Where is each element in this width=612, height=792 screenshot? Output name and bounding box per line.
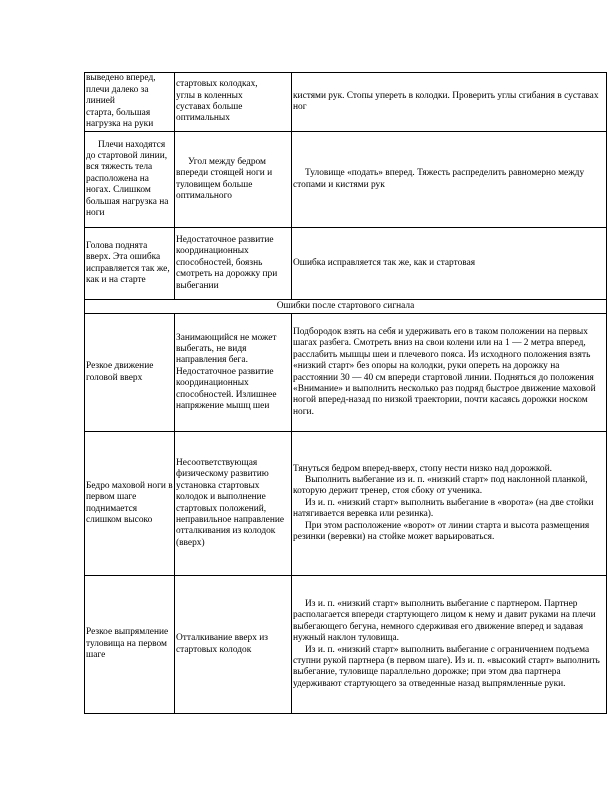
fix-cell [292, 432, 607, 576]
cause-line: линией [86, 96, 115, 107]
cause-text: Бедро маховой ноги в первом шаге поднимается слишком высоко [86, 480, 173, 525]
section-header: Ошибки после стартового сигнала [85, 300, 607, 314]
fix-cell [292, 228, 607, 300]
reason-text: Занимающийся не может выбегать, не видя направления бега. Недостаточное развитие координационных способностей. Излишнее напряжение мышц шеи [176, 332, 277, 412]
cause-line: старта, большая [86, 107, 151, 118]
table-row [85, 432, 607, 576]
fix-text: Подбородок взять на себя и удерживать его в таком положении на первых шагах разбега. Смотреть вниз на свои колени или на 1 — 2 метра вперед, расслабить мышцы шеи и плечевого пояса. Из исходного положения взять «низкий старт» без опоры на колодки, руки опереть на дорожку на расстоянии 30 — 40 см впереди стартовой линии. Подняться до положения «Внимание» и выполнить несколько раз подряд быстрое движение маховой ногой вперед-назад по низкой траектории, почти касаясь дорожки носком ноги. [293, 326, 596, 417]
cause-cell [85, 228, 175, 300]
fix-paragraph: При этом расположение «ворот» от линии старта и высота размещения резинки (веревки) на стойке может варьироваться. [293, 520, 590, 543]
fix-cell [292, 132, 607, 228]
fix-paragraph: Тянуться бедром вперед-вверх, стопу нести низко над дорожкой. [293, 463, 552, 474]
table-row [85, 576, 607, 714]
fix-text: Туловище «подать» вперед. Тяжесть распределить равномерно между стопами и кистями рук [293, 168, 585, 190]
reason-text: Недостаточное развитие координационных способностей, боязнь смотреть на дорожку при выбегании [176, 234, 278, 291]
reason-cell [175, 576, 292, 714]
cause-text: Резкое движение головой вверх [86, 361, 154, 383]
cause-line: выведено вперед, [86, 73, 156, 84]
fix-paragraph: Из и. п. «низкий старт» выполнить выбегание в «ворота» (на две стойки натягивается веревка или резинка). [293, 497, 594, 520]
table-row [85, 132, 607, 228]
cause-line: нагрузка на руки [86, 119, 154, 130]
fix-cell [292, 576, 607, 714]
cause-cell [85, 73, 175, 132]
reason-cell [175, 314, 292, 432]
table-row [85, 73, 607, 132]
cause-cell [85, 132, 175, 228]
table-row [85, 228, 607, 300]
cause-line: плечи далеко за [86, 84, 149, 95]
reason-text: Отталкивание вверх из стартовых колодок [176, 633, 268, 655]
section-header-row [85, 300, 607, 314]
reason-cell [175, 228, 292, 300]
fix-cell [292, 314, 607, 432]
cause-text: Резкое выпрямление туловища на первом шаге [86, 627, 169, 661]
cause-text: Голова поднята вверх. Эта ошибка исправляется так же, как и на старте [86, 240, 170, 285]
fix-paragraph: Из и. п. «низкий старт» выполнить выбегание с партнером. Партнер располагается впереди стартующего лицом к нему и давит руками на плечи выбегающего бегуна, немного сдерживая его движение вперед и задавая нужный наклон туловища. [293, 598, 596, 644]
table-row [85, 314, 607, 432]
fix-paragraph: Из и. п. «низкий старт» выполнить выбегание с ограничением подъема ступни рукой партнера (в первом шаге). Из и. п. «высокий старт» выполнить выбегание, туловище параллельно дорожке; при этом два партнера удерживают стартующего за отведенные назад выпрямленные руки. [293, 644, 600, 689]
cause-text: Плечи находятся до стартовой линии, вся тяжесть тела расположена на ногах. Слишком большая нагрузка на ноги [86, 139, 169, 219]
reason-cell [175, 132, 292, 228]
fix-paragraph: Выполнить выбегание из и. п. «низкий старт» под наклонной планкой, которую держит тренер, стоя сбоку от ученика. [293, 474, 588, 497]
cause-cell [85, 576, 175, 714]
errors-table [84, 72, 607, 714]
fix-text: Ошибка исправляется так же, как и стартовая [293, 257, 476, 268]
cause-cell [85, 432, 175, 576]
cause-cell [85, 314, 175, 432]
reason-line: суставах больше [176, 102, 243, 112]
reason-line: углы в коленных [176, 90, 243, 101]
reason-line: стартовых колодках, [176, 79, 258, 90]
reason-cell [175, 73, 292, 132]
reason-cell [175, 432, 292, 576]
fix-cell [292, 73, 607, 132]
reason-text: Несоответствующая физическому развитию установка стартовых колодок и выполнение стартовых положений, неправильное направление отталкивания из колодок (вверх) [176, 457, 285, 548]
fix-text: кистями рук. Стопы упереть в колодки. Проверить углы сгибания в суставах ног [293, 90, 599, 112]
reason-text: Угол между бедром впереди стоящей ноги и туловищем больше оптимального [176, 156, 273, 201]
reason-line: оптимальных [176, 113, 230, 124]
